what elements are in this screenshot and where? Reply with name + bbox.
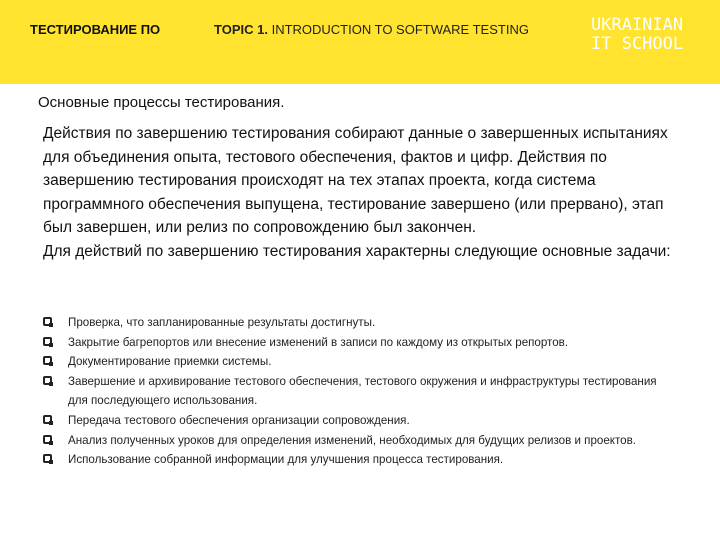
task-list [43,313,663,470]
paragraph-1 [43,122,683,240]
list-item [43,431,663,451]
list-item [43,411,663,431]
checkbox-bullet-icon [43,415,52,424]
paragraph-2: Для действий по завершению тестирования характерны следующие основные задачи: [43,242,671,260]
course-title: ТЕСТИРОВАНИЕ ПО [30,22,161,37]
task-text: Проверка, что запланированные результаты достигнуты. [68,316,376,329]
task-text: Передача тестового обеспечения организации сопровождения. [68,413,410,427]
list-item [43,352,663,372]
checkbox-bullet-icon [43,435,52,444]
paragraph-1-body: собирают данные о завершенных испытаниях для объединения опыта, тестового обеспечения, фактов и цифр. Действия по завершению тестирования происходят на тех этапах проекта, когда система программного обеспечения выпущена, тестирование завершено (или прервано), этап был завершен, или релиз по сопровождению был закончен. [43,125,668,237]
task-text: Документирование приемки системы. [68,355,272,369]
checkbox-bullet-icon [43,317,52,326]
list-item [43,450,663,470]
header-bar [0,0,720,84]
task-text: Завершение и архивирование тестового обеспечения, тестового окружения и инфраструктуры тестирования для последующего использования. [68,374,657,408]
intro-text [43,122,683,264]
checkbox-bullet-icon [43,376,52,385]
task-text: Использование собранной информации для улучшения процесса тестирования. [68,453,504,467]
logo-line-1: UKRAINIAN [591,15,684,35]
checkbox-bullet-icon [43,454,52,463]
list-item [43,313,663,333]
list-item [43,372,663,411]
topic-label: TOPIC 1. [214,22,268,37]
task-text: Закрытие багрепортов или внесение изменений в записи по каждому из открытых репортов. [68,335,569,349]
list-item [43,333,663,353]
topic-heading [214,22,529,37]
task-text: Анализ полученных уроков для определения изменений, необходимых для будущих релизов и проектов. [68,433,636,447]
checkbox-bullet-icon [43,356,52,365]
checkbox-bullet-icon [43,337,52,346]
school-logo [591,16,683,54]
section-title: Основные процессы тестирования. [38,94,285,111]
lead-term: Действия по завершению тестирования [43,125,331,142]
topic-title: INTRODUCTION TO SOFTWARE TESTING [271,22,529,37]
logo-line-2: IT SCHOOL [591,34,684,54]
